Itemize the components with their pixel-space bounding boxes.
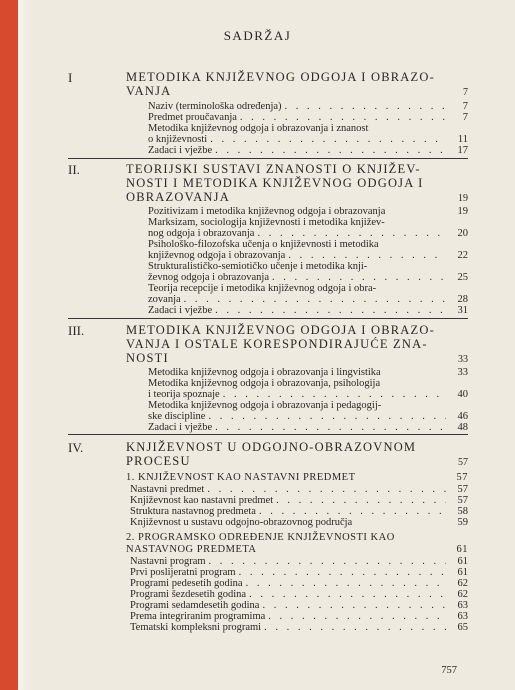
toc-entry: Pozitivizam i metodika književnog odgoja i obrazovanja 19	[148, 206, 468, 217]
section-page: 57	[458, 457, 468, 468]
toc-entry: Programi šezdesetih godina . . . 62	[130, 589, 468, 600]
toc-entry: Književnost u sustavu odgojno-obrazovnog područja 59	[130, 517, 468, 528]
entry-list	[130, 484, 468, 528]
toc-entry: Struktura nastavnog predmeta . . . 58	[130, 506, 468, 517]
section-title-line: VANJA	[126, 84, 172, 98]
toc-section-3	[68, 323, 468, 433]
section-title: TEORIJSKI SUSTAVI ZNANOSTI O KNJIŽEV- NOSTI I METODIKA KNJIŽEVNOG ODGOJA I OBRAZOVANJA 19	[126, 162, 468, 204]
toc-entry: Prvi poslijeratni program . . . 61	[130, 567, 468, 578]
section-number: III.	[68, 323, 85, 338]
toc-entry: Zadaci i vježbe . . . 48	[148, 422, 468, 433]
section-divider	[68, 318, 468, 319]
book-cover-edge	[0, 0, 18, 690]
page-heading: SADRŽAJ	[223, 28, 292, 43]
section-title: METODIKA KNJIŽEVNOG ODGOJA I OBRAZO- VANJA I OSTALE KORESPONDIRAJUĆE ZNA- NOSTI 33	[126, 323, 468, 365]
toc-entry: Zadaci i vježbe . . . 31	[148, 305, 468, 316]
section-page: 33	[458, 354, 468, 365]
entry-list	[148, 206, 468, 316]
toc-entry: Programi sedamdesetih godina . . . 63	[130, 600, 468, 611]
toc-entry: Teorija recepcije i metodika književnog odgoja i obra- zovanja . . . 28	[148, 283, 468, 305]
toc-entry: Metodika književnog odgoja i obrazovanja, psihologija i teorija spoznaje . . . 40	[148, 378, 468, 400]
toc-entry: Predmet proučavanja . . . 7	[148, 112, 468, 123]
toc-section-4	[68, 440, 468, 633]
toc-entry: Psihološko-filozofska učenja o književnosti i metodika književnog odgoja i obrazovanja . . . 22	[148, 239, 468, 261]
toc-section-1	[68, 70, 468, 156]
section-title: KNJIŽEVNOST U ODGOJNO-OBRAZOVNOM PROCESU 57	[126, 440, 468, 468]
toc-entry: Metodika književnog odgoja i obrazovanja i znanost o književnosti . . . 11	[148, 123, 468, 145]
section-title-line: METODIKA KNJIŽEVNOG ODGOJA I OBRAZO-	[126, 70, 435, 84]
section-number: I	[68, 70, 73, 85]
section-title	[126, 70, 468, 100]
toc-entry: Naziv (terminološka određenja) . . . 7	[148, 101, 468, 112]
section-number: II.	[68, 162, 80, 177]
page-gutter	[18, 0, 30, 690]
section-page: 19	[458, 193, 468, 204]
toc-entry: Prema integriranim programima . . . 63	[130, 611, 468, 622]
toc-section-2	[68, 162, 468, 316]
entry-list	[148, 101, 468, 156]
chapter-heading: 1. KNJIŽEVNOST KAO NASTAVNI PREDMET 57	[126, 472, 468, 483]
entry-list	[130, 556, 468, 633]
entry-list	[148, 367, 468, 433]
toc-entry: Nastavni program . . . 61	[130, 556, 468, 567]
section-divider	[68, 434, 468, 435]
section-number: IV.	[68, 440, 84, 455]
toc-entry: Zadaci i vježbe . . . 17	[148, 145, 468, 156]
toc-entry: Metodika književnog odgoja i obrazovanja i lingvistika 33	[148, 367, 468, 378]
toc-entry: Nastavni predmet . . . 57	[130, 484, 468, 495]
toc-entry: Književnost kao nastavni predmet . . . 57	[130, 495, 468, 506]
toc-entry: Strukturalističko-semiotičko učenje i metodika knji- ževnog odgoja i obrazovanja . . . 25	[148, 261, 468, 283]
section-divider	[68, 158, 468, 159]
toc-entry: Tematski kompleksni programi . . . 65	[130, 622, 468, 633]
section-page: 7	[463, 87, 468, 98]
toc-entry: Metodika književnog odgoja i obrazovanja i pedagogij- ske discipline . . . 46	[148, 400, 468, 422]
page-number: 757	[441, 665, 457, 676]
chapter-heading: 2. PROGRAMSKO ODREĐENJE KNJIŽEVNOSTI KAO NASTAVNOG PREDMETA 61	[126, 532, 468, 555]
toc-entry: Programi pedesetih godina . . . 62	[130, 578, 468, 589]
toc-entry: Marksizam, sociologija književnosti i metodika književ- nog odgoja i obrazovanja . . . 20	[148, 217, 468, 239]
